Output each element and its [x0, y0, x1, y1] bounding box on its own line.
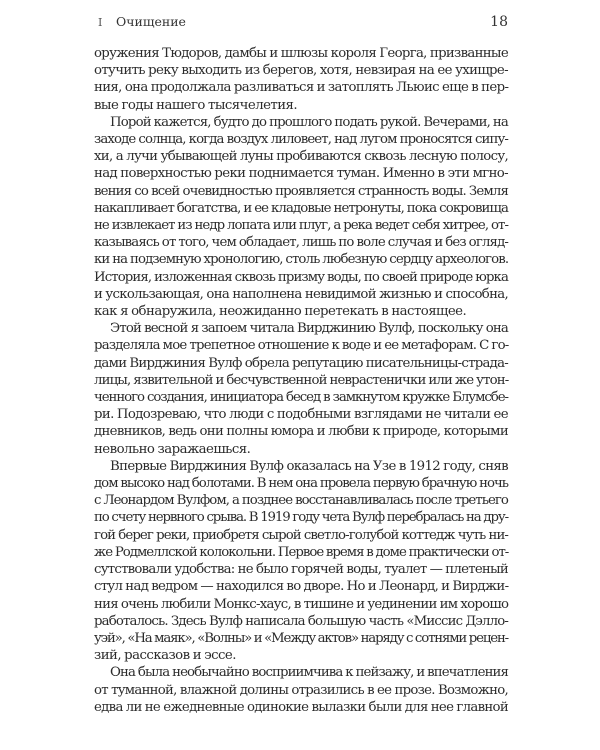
chapter-title: Очищение	[116, 14, 186, 29]
text-line: дами Вирджиния Вулф обрела репутацию писательницы-страда-	[94, 355, 508, 371]
chapter-number: I	[98, 16, 103, 29]
text-line: ри. Подозреваю, что люди с подобными взглядами не читали ее	[94, 407, 508, 423]
text-line: ченного создания, инициатора бесед в замкнутом кружке Блумсбе-	[94, 390, 508, 406]
text-line: оружения Тюдоров, дамбы и шлюзы короля Георга, призванные	[94, 46, 508, 61]
paragraph-first-line: Порой кажется, будто до прошлого подать рукой. Вечерами, на	[110, 114, 508, 130]
text-line: работалось. Здесь Вулф написала большую часть «Миссис Дэлло-	[94, 613, 508, 629]
text-line: сутствовали удобства: не было горячей воды, туалет — плетеный	[94, 562, 508, 578]
paragraph-first-line: Она была необычайно восприимчива к пейзажу, и впечатления	[110, 665, 508, 681]
page-number: 18	[490, 14, 508, 30]
text-line: вения со всей очевидностью проявляется странность воды. Земля	[94, 183, 508, 199]
text-line: зий, рассказов и эссе.	[94, 648, 236, 664]
text-line: дневников, ведь они полны юмора и любви к природе, которыми	[94, 424, 508, 440]
text-line: вые годы нашего тысячелетия.	[94, 97, 298, 113]
text-line: по счету нервного срыва. В 1919 году чета Вулф перебралась на дру-	[94, 510, 508, 526]
text-line: стул над ведром — находился во дворе. Но и Леонард, и Вирджи-	[94, 579, 509, 595]
paragraph-first-line: Этой весной я запоем читала Вирджинию Вулф, поскольку она	[110, 321, 508, 337]
text-line: как я обнаружила, неожиданно перетекать в настоящее.	[94, 304, 467, 320]
text-line: разделяла мое трепетное отношение к воде и ее метафорам. С го-	[94, 338, 509, 354]
text-line: накапливает богатства, и ее кладовые нетронуты, пока сокровища	[94, 200, 508, 216]
text-line: дом высоко над болотами. В нем она провела первую брачную ночь	[94, 476, 508, 492]
text-line: гой берег реки, приобретя сырой светло-голубой коттедж чуть ни-	[94, 527, 508, 543]
text-line: ния, она продолжала разливаться и затоплять Льюис еще в пер-	[94, 80, 509, 96]
text-line: хи, а лучи убывающей луны пробиваются сквозь лесную полосу,	[94, 149, 508, 165]
text-line: заходе солнца, когда воздух лиловеет, над лугом проносятся сипу-	[94, 132, 508, 148]
body-text	[94, 45, 508, 716]
text-line: от туманной, влажной долины отразились в ее прозе. Возможно,	[94, 682, 508, 698]
running-header	[94, 14, 508, 36]
text-line: едва ли не ежедневные одинокие вылазки были для нее главной	[94, 699, 508, 715]
text-line: невольно заражаешься.	[94, 441, 251, 457]
text-line: История, изложенная сквозь призму воды, по своей природе юрка	[94, 269, 508, 285]
text-line: не извлекает из недр лопата или плуг, а река ведет себя хитрее, от-	[94, 218, 508, 234]
text-line: же Родмеллской колокольни. Первое время в доме практически от-	[94, 544, 509, 560]
text-line: с Леонардом Вулфом, а позднее восстанавливалась после третьего	[94, 493, 508, 509]
text-line: отучить реку выходить из берегов, хотя, невзирая на ее ухищре-	[94, 63, 508, 79]
text-line: лицы, язвительной и бесчувственной неврастенички или же утон-	[94, 372, 509, 388]
text-line: уэй», «На маяк», «Волны» и «Между актов» наряду с сотнями рецен-	[94, 630, 508, 646]
text-line: и ускользающая, она наполнена невидимой жизнью и способна,	[94, 286, 508, 302]
text-line: ния очень любили Монкс-хаус, в тишине и уединении им хорошо	[94, 596, 509, 612]
text-line: казываясь от того, чем обладает, лишь по воле случая и без огляд-	[94, 235, 509, 251]
text-line: ки на подземную хронологию, столь любезную сердцу археологов.	[94, 252, 509, 268]
paragraph-first-line: Впервые Вирджиния Вулф оказалась на Узе в 1912 году, сняв	[110, 458, 508, 474]
text-line: над поверхностью реки поднимается туман. Именно в эти мгно-	[94, 166, 508, 182]
